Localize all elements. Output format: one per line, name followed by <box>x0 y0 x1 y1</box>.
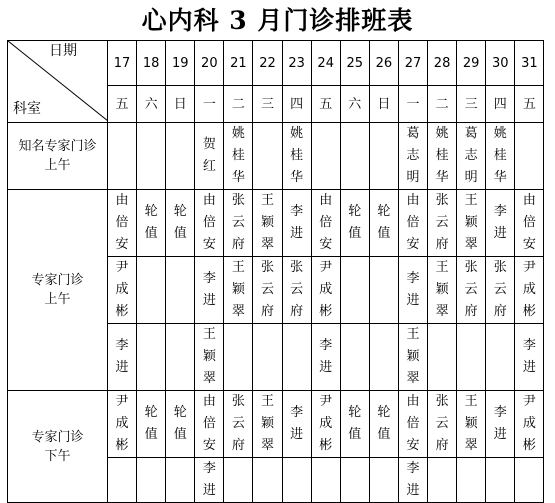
schedule-cell: 李 进 <box>282 190 311 257</box>
date-cell: 19 <box>166 41 195 86</box>
corner-header <box>8 41 108 123</box>
schedule-cell: 王 颖 翠 <box>253 190 282 257</box>
weekday-cell: 六 <box>137 86 166 123</box>
schedule-cell: 张 云 府 <box>224 391 253 458</box>
date-cell: 21 <box>224 41 253 86</box>
schedule-cell: 李 进 <box>282 391 311 458</box>
schedule-cell: 张 云 府 <box>428 190 457 257</box>
weekday-cell: 日 <box>166 86 195 123</box>
weekday-cell: 一 <box>398 86 427 123</box>
weekday-cell: 三 <box>457 86 486 123</box>
expert-am-row-1 <box>8 190 544 257</box>
schedule-cell: 张 云 府 <box>486 257 515 324</box>
schedule-cell <box>340 458 369 503</box>
schedule-cell: 李 进 <box>398 458 427 503</box>
weekday-cell: 六 <box>340 86 369 123</box>
date-cell: 24 <box>311 41 340 86</box>
schedule-cell: 尹 成 彬 <box>108 257 137 324</box>
date-cell: 31 <box>515 41 544 86</box>
schedule-cell: 尹 成 彬 <box>108 391 137 458</box>
schedule-title: 心内科 3 月门诊排班表 <box>141 6 414 35</box>
schedule-cell: 李 进 <box>108 324 137 391</box>
schedule-cell: 李 进 <box>195 458 224 503</box>
schedule-cell <box>166 458 195 503</box>
schedule-cell <box>486 324 515 391</box>
schedule-cell <box>369 257 398 324</box>
schedule-cell <box>253 324 282 391</box>
weekday-cell: 四 <box>486 86 515 123</box>
schedule-cell: 李 进 <box>486 190 515 257</box>
schedule-cell <box>137 458 166 503</box>
schedule-cell <box>369 458 398 503</box>
schedule-cell <box>428 324 457 391</box>
schedule-cell <box>166 257 195 324</box>
schedule-cell: 李 进 <box>195 257 224 324</box>
schedule-cell: 姚 桂 华 <box>224 123 253 190</box>
schedule-cell <box>137 257 166 324</box>
section-label-expert-am: 专家门诊 上午 <box>8 190 108 391</box>
date-cell: 17 <box>108 41 137 86</box>
section-label-famous-am: 知名专家门诊 上午 <box>8 123 108 190</box>
schedule-cell: 由 倍 安 <box>108 190 137 257</box>
schedule-cell <box>457 324 486 391</box>
schedule-cell <box>253 123 282 190</box>
schedule-cell: 张 云 府 <box>428 391 457 458</box>
date-cell: 29 <box>457 41 486 86</box>
schedule-cell: 李 进 <box>398 257 427 324</box>
schedule-cell: 轮 值 <box>166 391 195 458</box>
weekday-cell: 日 <box>369 86 398 123</box>
date-cell: 30 <box>486 41 515 86</box>
weekday-cell: 五 <box>515 86 544 123</box>
weekday-cell: 一 <box>195 86 224 123</box>
schedule-cell: 轮 值 <box>137 391 166 458</box>
weekday-cell: 三 <box>253 86 282 123</box>
schedule-cell: 王 颖 翠 <box>457 391 486 458</box>
schedule-cell: 由 倍 安 <box>195 391 224 458</box>
date-row <box>8 41 544 86</box>
corner-date-label: 日期 <box>49 43 77 59</box>
schedule-table <box>7 40 544 503</box>
schedule-cell <box>166 324 195 391</box>
schedule-cell: 王 颖 翠 <box>253 391 282 458</box>
schedule-cell: 轮 值 <box>369 391 398 458</box>
schedule-cell: 轮 值 <box>340 190 369 257</box>
weekday-cell: 四 <box>282 86 311 123</box>
schedule-cell: 张 云 府 <box>253 257 282 324</box>
schedule-cell <box>224 458 253 503</box>
weekday-cell: 五 <box>311 86 340 123</box>
date-cell: 20 <box>195 41 224 86</box>
schedule-cell <box>486 458 515 503</box>
weekday-cell: 二 <box>428 86 457 123</box>
schedule-cell <box>457 458 486 503</box>
schedule-cell: 轮 值 <box>137 190 166 257</box>
schedule-cell <box>282 458 311 503</box>
schedule-cell: 由 倍 安 <box>515 190 544 257</box>
schedule-cell <box>224 324 253 391</box>
schedule-cell <box>137 324 166 391</box>
schedule-cell: 尹 成 彬 <box>311 391 340 458</box>
schedule-cell <box>515 458 544 503</box>
schedule-cell: 葛 志 明 <box>398 123 427 190</box>
schedule-cell <box>369 123 398 190</box>
schedule-cell: 轮 值 <box>369 190 398 257</box>
date-cell: 27 <box>398 41 427 86</box>
date-cell: 25 <box>340 41 369 86</box>
schedule-cell <box>515 123 544 190</box>
schedule-cell: 尹 成 彬 <box>311 257 340 324</box>
schedule-cell <box>340 123 369 190</box>
schedule-cell: 张 云 府 <box>224 190 253 257</box>
date-cell: 26 <box>369 41 398 86</box>
schedule-cell: 李 进 <box>486 391 515 458</box>
famous-expert-am-row <box>8 123 544 190</box>
schedule-cell: 轮 值 <box>340 391 369 458</box>
schedule-cell: 轮 值 <box>166 190 195 257</box>
schedule-cell <box>253 458 282 503</box>
schedule-cell: 由 倍 安 <box>398 190 427 257</box>
schedule-cell: 李 进 <box>515 324 544 391</box>
schedule-cell <box>166 123 195 190</box>
schedule-cell: 尹 成 彬 <box>515 257 544 324</box>
date-cell: 23 <box>282 41 311 86</box>
schedule-cell: 李 进 <box>311 324 340 391</box>
date-cell: 28 <box>428 41 457 86</box>
section-label-expert-pm: 专家门诊 下午 <box>8 391 108 503</box>
schedule-cell <box>428 458 457 503</box>
schedule-cell: 姚 桂 华 <box>486 123 515 190</box>
schedule-cell: 王 颖 翠 <box>457 190 486 257</box>
schedule-cell: 尹 成 彬 <box>515 391 544 458</box>
schedule-cell <box>137 123 166 190</box>
schedule-cell: 由 倍 安 <box>195 190 224 257</box>
schedule-cell: 王 颖 翠 <box>428 257 457 324</box>
weekday-cell: 五 <box>108 86 137 123</box>
schedule-cell: 张 云 府 <box>457 257 486 324</box>
schedule-cell: 由 倍 安 <box>398 391 427 458</box>
date-cell: 18 <box>137 41 166 86</box>
schedule-cell: 王 颖 翠 <box>398 324 427 391</box>
schedule-cell <box>369 324 398 391</box>
corner-dept-label: 科室 <box>13 101 41 117</box>
schedule-cell <box>311 123 340 190</box>
schedule-cell <box>340 257 369 324</box>
schedule-cell: 王 颖 翠 <box>195 324 224 391</box>
schedule-cell <box>311 458 340 503</box>
schedule-cell <box>108 458 137 503</box>
schedule-cell: 贺 红 <box>195 123 224 190</box>
weekday-cell: 二 <box>224 86 253 123</box>
expert-pm-row-1 <box>8 391 544 458</box>
schedule-cell: 张 云 府 <box>282 257 311 324</box>
schedule-cell: 由 倍 安 <box>311 190 340 257</box>
schedule-cell: 王 颖 翠 <box>224 257 253 324</box>
date-cell: 22 <box>253 41 282 86</box>
schedule-cell <box>340 324 369 391</box>
schedule-cell: 葛 志 明 <box>457 123 486 190</box>
schedule-cell <box>282 324 311 391</box>
schedule-cell <box>108 123 137 190</box>
schedule-cell: 姚 桂 华 <box>428 123 457 190</box>
schedule-cell: 姚 桂 华 <box>282 123 311 190</box>
